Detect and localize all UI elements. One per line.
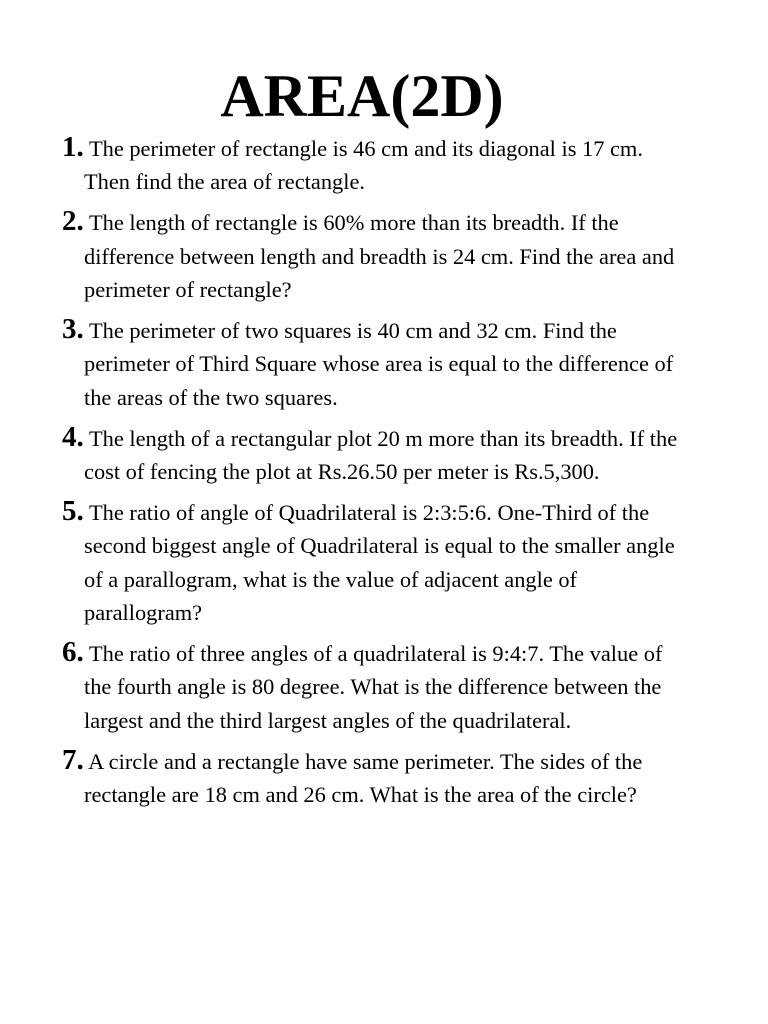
question-item-2 bbox=[62, 205, 692, 306]
question-number: 7. bbox=[62, 743, 84, 776]
page-title: AREA(2D) bbox=[220, 63, 504, 129]
question-item-1 bbox=[62, 131, 692, 199]
question-number: 1. bbox=[62, 131, 84, 163]
question-item-4 bbox=[62, 421, 692, 489]
question-text: The ratio of three angles of a quadrilateral is 9:4:7. The value of the fourth angle is 80 degree. What is the difference between the largest and the third largest angles of the quadrilateral. bbox=[84, 641, 663, 733]
question-text: The ratio of angle of Quadrilateral is 2:3:5:6. One-Third of the second biggest angle of Quadrilateral is equal to the smaller angle of a parallogram, what is the value of adjacent angle of parallogram? bbox=[84, 500, 675, 626]
question-item-7 bbox=[62, 744, 692, 812]
question-text: A circle and a rectangle have same perimeter. The sides of the rectangle are 18 cm and 26 cm. What is the area of the circle? bbox=[84, 748, 643, 808]
question-list bbox=[62, 131, 692, 818]
question-number: 4. bbox=[62, 420, 84, 453]
question-number: 2. bbox=[62, 205, 84, 238]
question-item-3 bbox=[62, 313, 692, 414]
question-text: The length of rectangle is 60% more than its breadth. If the difference between length and breadth is 24 cm. Find the area and perimeter of rectangle? bbox=[84, 210, 675, 302]
question-text: The length of a rectangular plot 20 m more than its breadth. If the cost of fencing the plot at Rs.26.50 per meter is Rs.5,300. bbox=[84, 425, 678, 485]
question-number: 6. bbox=[62, 636, 84, 669]
question-text: The perimeter of rectangle is 46 cm and its diagonal is 17 cm. Then find the area of rectangle. bbox=[84, 136, 643, 195]
question-item-6 bbox=[62, 636, 692, 737]
question-text: The perimeter of two squares is 40 cm and 32 cm. Find the perimeter of Third Square whose area is equal to the difference of the areas of the two squares. bbox=[84, 318, 674, 410]
question-number: 5. bbox=[62, 495, 84, 528]
question-item-5 bbox=[62, 495, 692, 629]
question-number: 3. bbox=[62, 313, 84, 346]
